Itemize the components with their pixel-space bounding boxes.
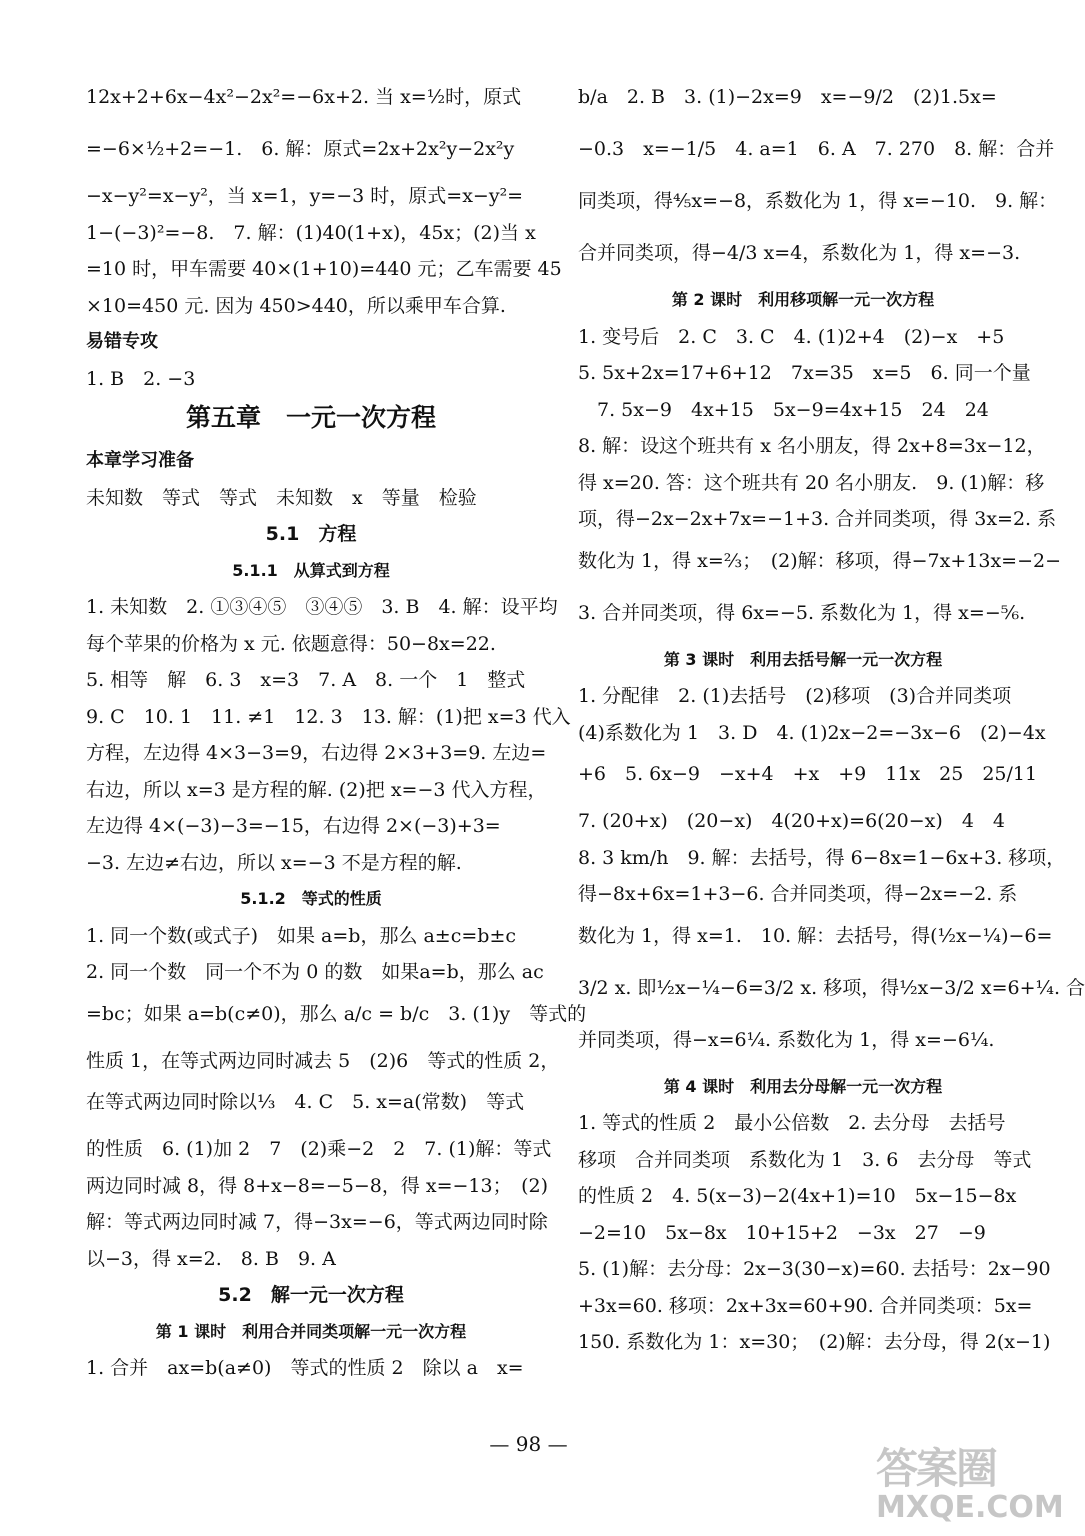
answer-line: 1. 分配律 2. (1)去括号 (2)移项 (3)合并同类项 <box>578 685 1012 707</box>
answer-line: 数化为 1，得 x=1. 10. 解：去括号，得(½x−¼)−6= <box>578 924 1053 947</box>
section-heading: 第 4 课时 利用去分母解一元一次方程 <box>663 1076 943 1096</box>
answer-line: 每个苹果的价格为 x 元. 依题意得：50−8x=22. <box>86 632 496 655</box>
section-heading: 第 1 课时 利用合并同类项解一元一次方程 <box>155 1321 467 1341</box>
answer-line: =bc；如果 a=b(c≠0)，那么 a/c = b/c 3. (1)y 等式的 <box>86 1002 587 1025</box>
left-column <box>86 80 587 1393</box>
answer-line: 方程，左边得 4×3−3=9，右边得 2×3+3=9. 左边= <box>86 742 547 764</box>
answer-line: 得−8x+6x=1+3−6. 合并同类项，得−2x=−2. 系 <box>578 883 1018 905</box>
watermark-logo <box>876 1436 1064 1528</box>
answer-line: 性质 1，在等式两边同时减去 5 (2)6 等式的性质 2， <box>86 1049 560 1072</box>
answer-line: 1. B 2. −3 <box>86 367 196 390</box>
subsection-heading: 易错专攻 <box>86 331 158 352</box>
answer-line: 并同类项，得−x=6¼. 系数化为 1，得 x=−6¼. <box>578 1028 995 1051</box>
answer-line: 合并同类项，得−4/3 x=4，系数化为 1，得 x=−3. <box>578 242 1021 264</box>
answer-line: 5. 相等 解 6. 3 x=3 7. A 8. 一个 1 整式 <box>86 669 526 691</box>
answer-line: 得 x=20. 答：这个班共有 20 名小朋友. 9. (1)解：移 <box>578 471 1045 494</box>
answer-line: +3x=60. 移项：2x+3x=60+90. 合并同类项：5x= <box>578 1294 1033 1317</box>
answer-line: 数化为 1，得 x=⅔； (2)解：移项，得−7x+13x=−2− <box>578 549 1062 572</box>
section-heading: 5.1 方程 <box>265 523 357 545</box>
answer-line: 2. 同一个数 同一个不为 0 的数 如果a=b，那么 ac <box>86 961 544 983</box>
section-heading: 第 3 课时 利用去括号解一元一次方程 <box>663 649 943 669</box>
answer-line: 1. 变号后 2. C 3. C 4. (1)2+4 (2)−x +5 <box>578 325 1005 348</box>
answer-line: −3. 左边≠右边，所以 x=−3 不是方程的解. <box>86 851 462 874</box>
answer-line: 1−(−3)²=−8. 7. 解：(1)40(1+x)，45x；(2)当 x <box>86 221 536 244</box>
answer-line: =−6×½+2=−1. 6. 解：原式=2x+2x²y−2x²y <box>86 138 515 160</box>
answer-line: +6 5. 6x−9 −x+4 +x +9 11x 25 25/11 <box>578 763 1038 785</box>
answer-line: 12x+2+6x−4x²−2x²=−6x+2. 当 x=½时，原式 <box>86 86 522 108</box>
subsection-heading: 本章学习准备 <box>86 450 194 471</box>
answer-line: 3/2 x. 即½x−¼−6=3/2 x. 移项，得½x−3/2 x=6+¼. 合 <box>578 976 1085 999</box>
answer-line: −0.3 x=−1/5 4. a=1 6. A 7. 270 8. 解：合并 <box>578 138 1055 160</box>
section-heading: 第五章 一元一次方程 <box>185 403 436 432</box>
answer-line: 1. 合并 ax=b(a≠0) 等式的性质 2 除以 a x= <box>86 1357 524 1379</box>
answer-line: 5. (1)解：去分母：2x−3(30−x)=60. 去括号：2x−90 <box>578 1258 1051 1280</box>
section-heading: 第 2 课时 利用移项解一元一次方程 <box>671 290 935 309</box>
answer-line: (4)系数化为 1 3. D 4. (1)2x−2=−3x−6 (2)−4x <box>578 721 1046 744</box>
answer-line: −x−y²=x−y²，当 x=1，y=−3 时，原式=x−y²= <box>86 185 524 207</box>
right-column <box>578 80 1085 1367</box>
answer-line: 3. 合并同类项，得 6x=−5. 系数化为 1，得 x=−⅚. <box>578 601 1026 624</box>
watermark-glyphs: 答案圈 <box>876 1444 997 1493</box>
section-heading: 5.1.2 等式的性质 <box>240 889 382 908</box>
answer-line: 的性质 2 4. 5(x−3)−2(4x+1)=10 5x−15−8x <box>578 1185 1017 1207</box>
answer-line: 8. 解：设这个班共有 x 名小朋友，得 2x+8=3x−12， <box>578 435 1046 457</box>
answer-line: 在等式两边同时除以⅓ 4. C 5. x=a(常数) 等式 <box>86 1091 525 1113</box>
answer-line: =10 时，甲车需要 40×(1+10)=440 元；乙车需要 45 <box>86 258 562 280</box>
answer-line: 7. (20+x) (20−x) 4(20+x)=6(20−x) 4 4 <box>578 810 1005 832</box>
answer-line: 5. 5x+2x=17+6+12 7x=35 x=5 6. 同一个量 <box>578 362 1031 384</box>
answer-line: 150. 系数化为 1：x=30； (2)解：去分母，得 2(x−1) <box>578 1331 1051 1353</box>
answer-line: 项，得−2x−2x+7x=−1+3. 合并同类项，得 3x=2. 系 <box>578 508 1057 530</box>
answer-line: −2=10 5x−8x 10+15+2 −3x 27 −9 <box>578 1221 986 1244</box>
page-number: — 98 — <box>489 1432 568 1456</box>
answer-line: 两边同时减 8，得 8+x−8=−5−8，得 x=−13； (2) <box>86 1174 549 1197</box>
section-heading: 5.2 解一元一次方程 <box>218 1284 404 1306</box>
section-heading: 5.1.1 从算式到方程 <box>232 560 390 580</box>
answer-line: ×10=450 元. 因为 450>440，所以乘甲车合算. <box>86 294 506 317</box>
answer-line: 7. 5x−9 4x+15 5x−9=4x+15 24 24 <box>578 398 989 421</box>
answer-line: 同类项，得⅘x=−8，系数化为 1，得 x=−10. 9. 解： <box>578 190 1058 212</box>
answer-line: 解：等式两边同时减 7，得−3x=−6，等式两边同时除 <box>86 1211 548 1233</box>
answer-line: 的性质 6. (1)加 2 7 (2)乘−2 2 7. (1)解：等式 <box>86 1138 552 1160</box>
answer-line: 1. 未知数 2. ①③④⑤ ③④⑤ 3. B 4. 解：设平均 <box>86 596 558 618</box>
answer-line: 9. C 10. 1 11. ≠1 12. 3 13. 解：(1)把 x=3 代入 <box>86 705 571 728</box>
answer-line: 1. 等式的性质 2 最小公倍数 2. 去分母 去括号 <box>578 1112 1006 1134</box>
answer-line: 右边，所以 x=3 是方程的解. (2)把 x=−3 代入方程， <box>86 778 547 801</box>
answer-line: 左边得 4×(−3)−3=−15，右边得 2×(−3)+3= <box>86 815 501 837</box>
answer-line: b/a 2. B 3. (1)−2x=9 x=−9/2 (2)1.5x= <box>578 86 997 108</box>
answer-line: 1. 同一个数(或式子) 如果 a=b，那么 a±c=b±c <box>86 924 517 947</box>
answer-line: 未知数 等式 等式 未知数 x 等量 检验 <box>86 486 477 509</box>
answer-line: 8. 3 km/h 9. 解：去括号，得 6−8x=1−6x+3. 移项， <box>578 846 1066 869</box>
answer-line: 移项 合并同类项 系数化为 1 3. 6 去分母 等式 <box>578 1148 1032 1171</box>
answer-line: 以−3，得 x=2. 8. B 9. A <box>86 1247 336 1270</box>
watermark-url: MXQE.COM <box>876 1490 1064 1525</box>
